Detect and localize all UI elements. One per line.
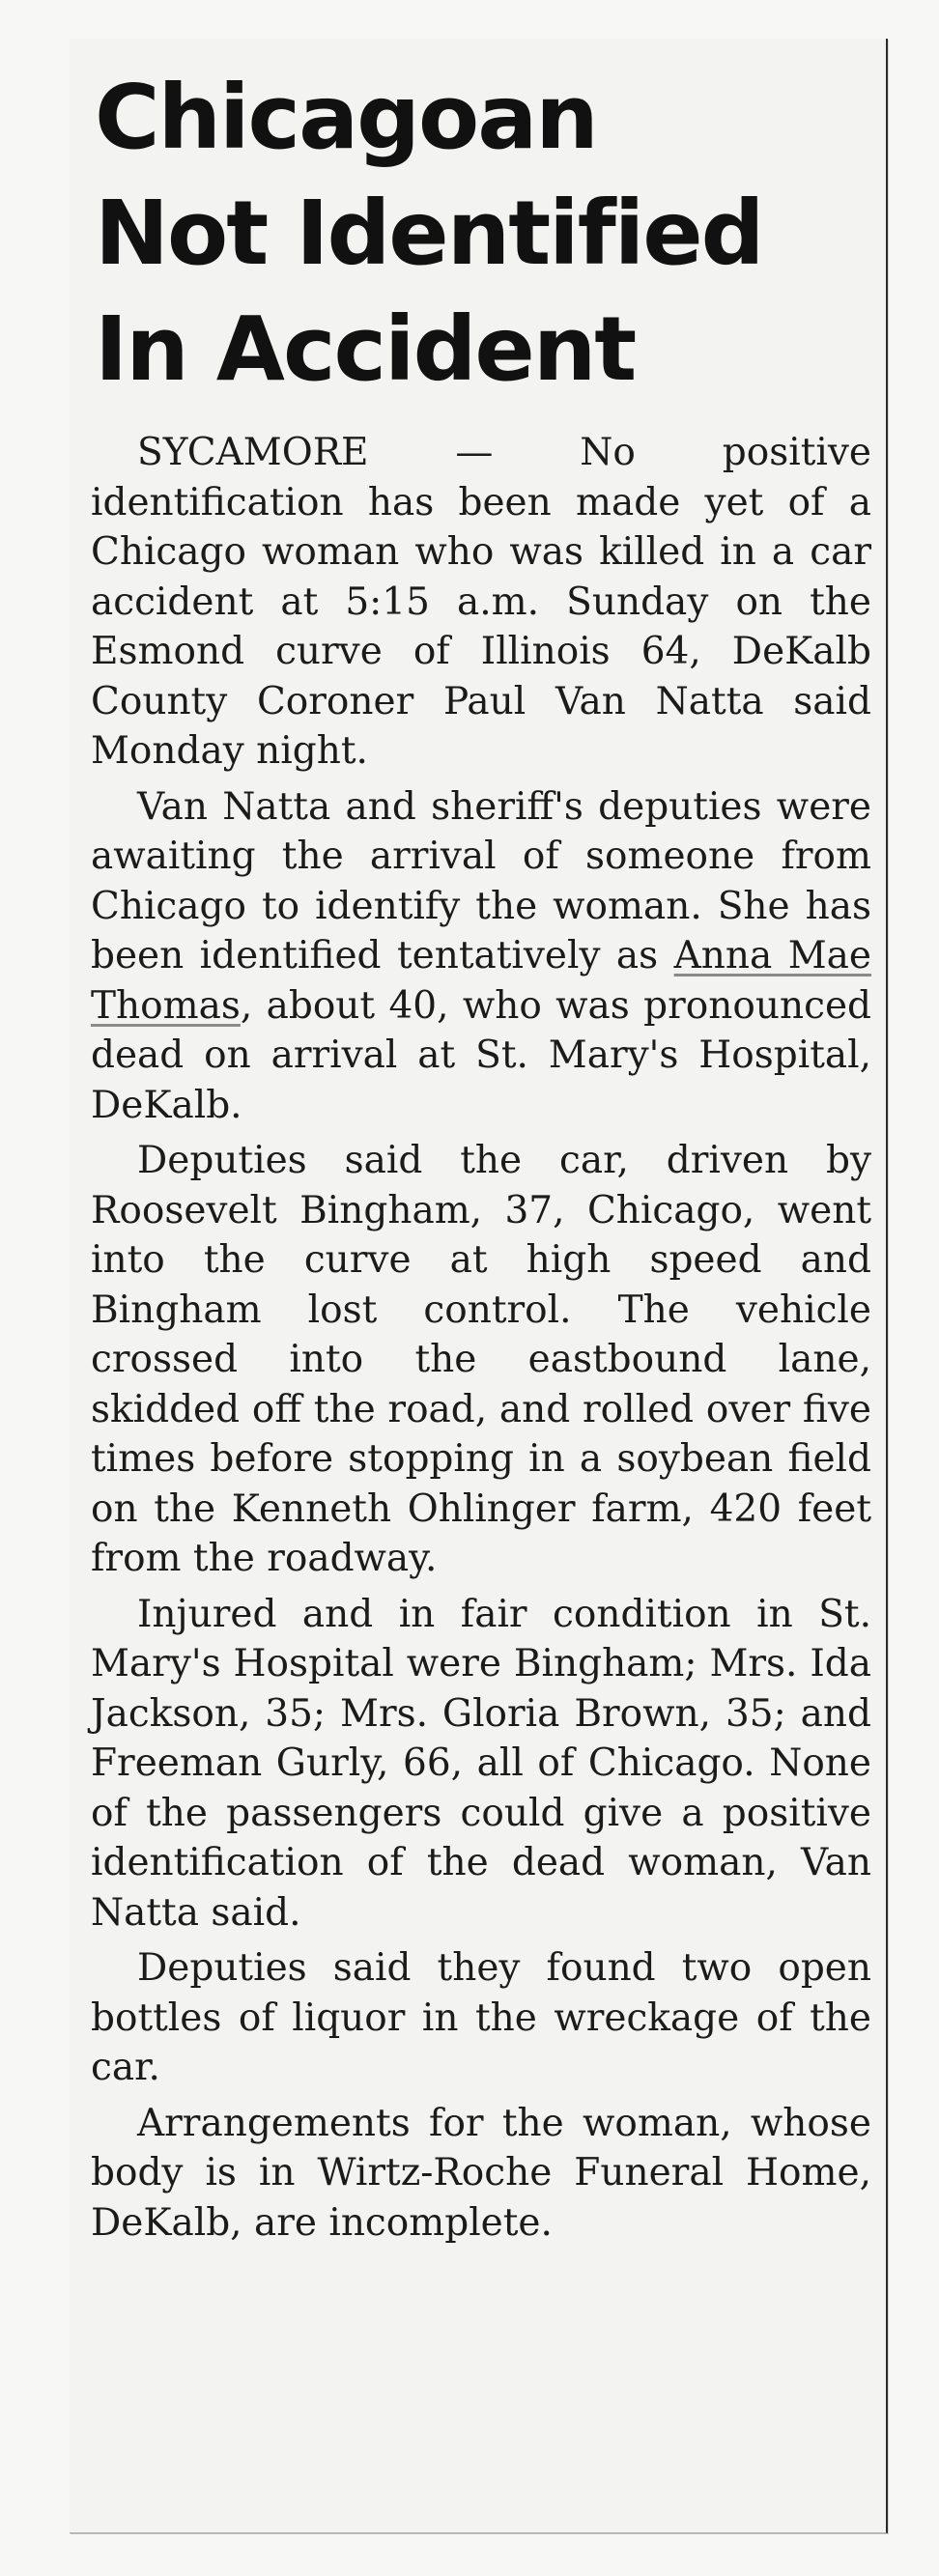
paragraph-dateline: SYCAMORE — No positive identification has been made yet of a Chicago woman who was killed in a car accident at 5:15 a.m. Sunday on the Esmond curve of Illinois 64, DeKalb County Coroner Paul Van Natta said Monday night. <box>91 431 871 773</box>
newspaper-clipping <box>70 39 888 2534</box>
headline-line-2: Not Identified <box>95 182 763 285</box>
paragraph-text-after-name: , about 40, who was pronounced dead on arrival at St. Mary's Hospital, DeKalb. <box>91 983 871 1127</box>
paragraph-arrangements: Arrangements for the woman, whose body is in Wirtz-Roche Funeral Home, DeKalb, are incomplete. <box>91 2101 871 2245</box>
paragraph-identification <box>91 782 871 1131</box>
article-body <box>91 428 871 2253</box>
headline-line-1: Chicagoan <box>95 66 597 169</box>
paragraph-liquor: Deputies said they found two open bottles of liquor in the wreckage of the car. <box>91 1946 871 2089</box>
headline-line-3: In Accident <box>95 297 636 401</box>
paragraph-crash-details: Deputies said the car, driven by Roosevelt Bingham, 37, Chicago, went into the curve at high speed and Bingham lost control. The vehicle crossed into the eastbound lane, skidded off the road, and rolled over five times before stopping in a soybean field on the Kenneth Ohlinger farm, 420 feet from the roadway. <box>91 1139 871 1580</box>
paragraph-injured: Injured and in fair condition in St. Mary's Hospital were Bingham; Mrs. Ida Jackson, 35; Mrs. Gloria Brown, 35; and Freeman Gurly, 66, all of Chicago. None of the passengers could give a positive identification of the dead woman, Van Natta said. <box>91 1592 871 1935</box>
headline <box>95 60 763 408</box>
underlined-victim-name: Anna Mae Thomas <box>91 934 871 1028</box>
paragraph-text-before-name: Van Natta and sheriff's deputies were awaiting the arrival of someone from Chicago to identify the woman. She has been identified tentatively as <box>91 784 871 977</box>
